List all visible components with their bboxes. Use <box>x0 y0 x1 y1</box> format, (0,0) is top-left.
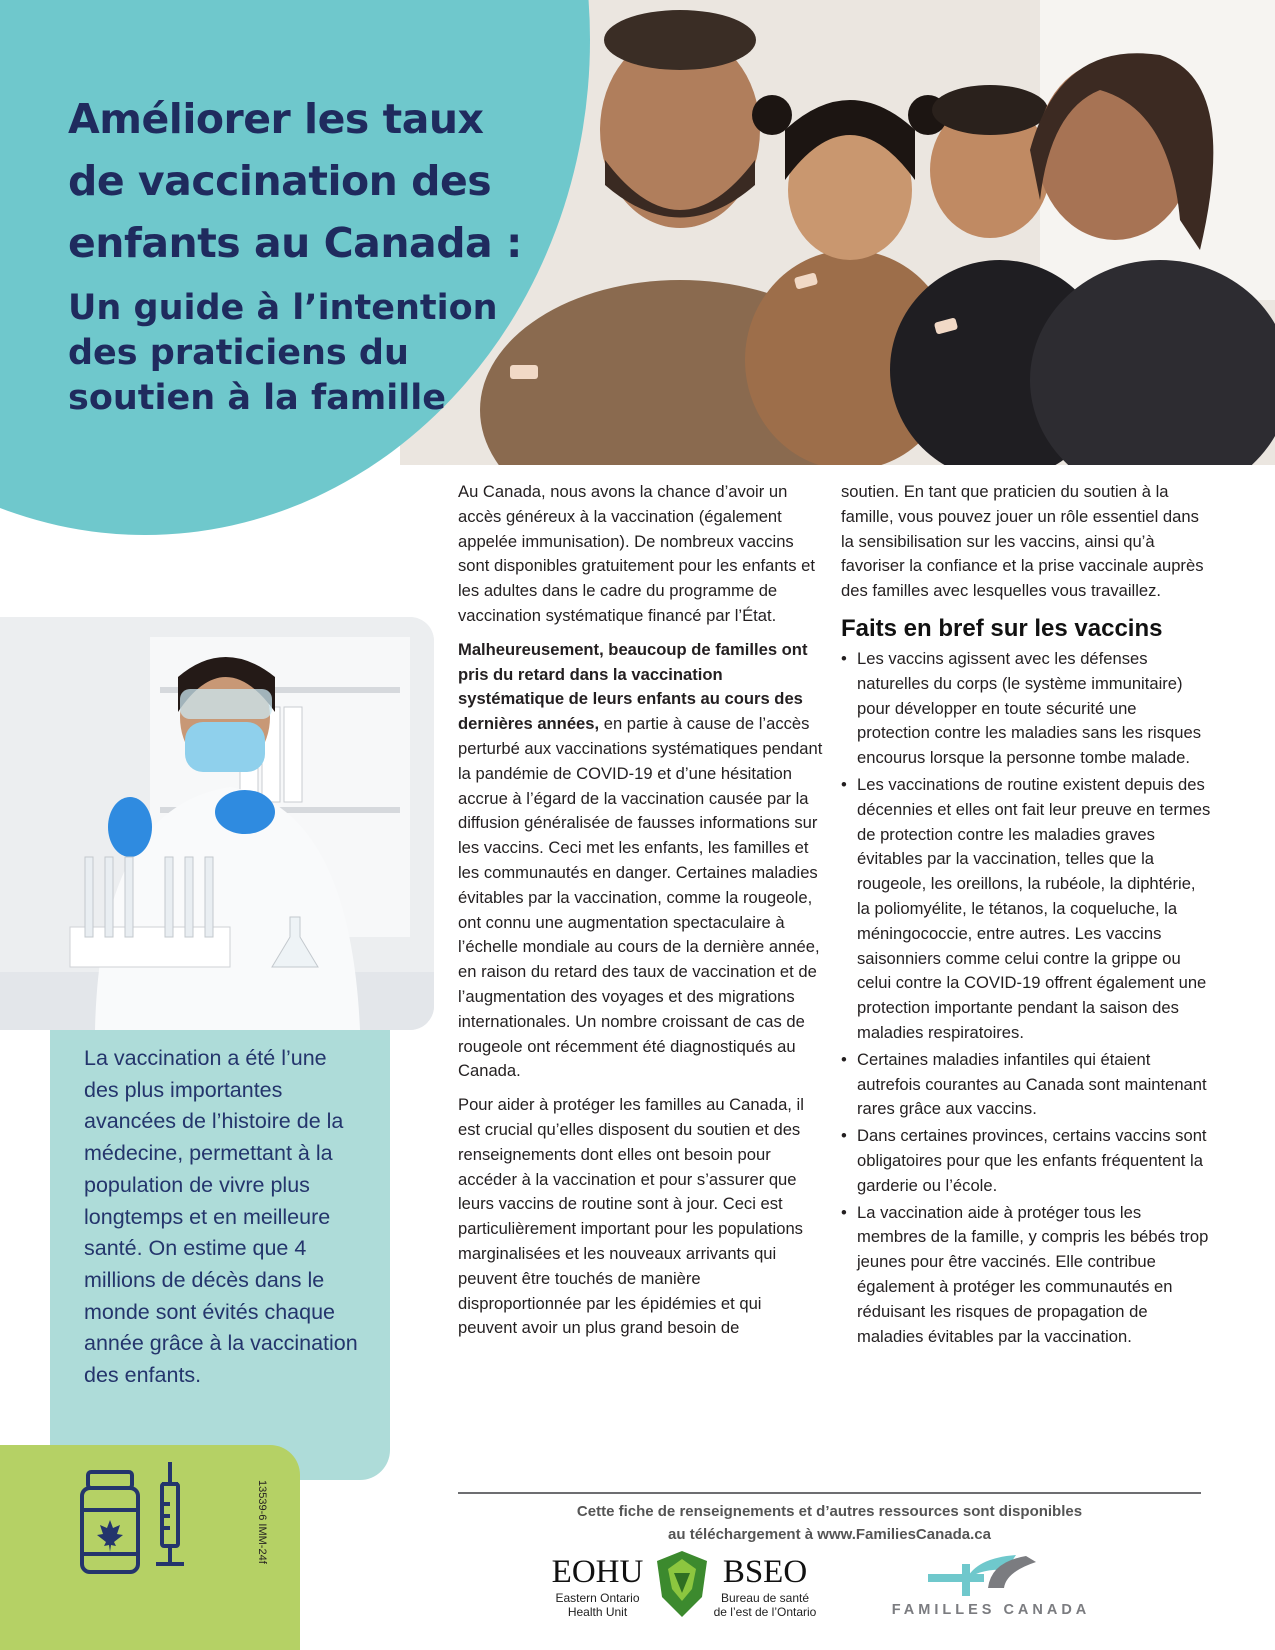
vaccine-icons <box>78 1460 198 1585</box>
title-line: de vaccination des <box>68 157 492 205</box>
delay-paragraph-lead: Malheureusement, beaucoup de familles ont pris du retard dans la vaccination systématique de leurs enfants au cours des dernières années, <box>458 639 808 734</box>
practitioner-paragraph: soutien. En tant que praticien du soutien à la famille, vous pouvez jouer un rôle essentiel dans la sensibilisation sur les vaccins, ainsi qu’à favoriser la confiance et la prise vaccinale auprès des familles avec lesquelles vous travaillez. <box>841 482 1204 601</box>
bseo-sub-line: Bureau de santé <box>720 1591 810 1605</box>
eohu-logo <box>540 1554 820 1624</box>
maple-leaf-icon <box>97 1520 123 1552</box>
page-subtitle <box>68 286 568 421</box>
footer-note <box>458 1500 1201 1546</box>
footer-note-link[interactable]: au téléchargement à www.FamiliesCanada.ca <box>668 1526 991 1543</box>
body-column-1 <box>458 480 823 1350</box>
bseo-logo-subtext <box>705 1591 825 1619</box>
body-column-2 <box>841 480 1211 1351</box>
eohu-sub-line: Health Unit <box>567 1605 628 1619</box>
eohu-logo-text: EOHU <box>551 1554 644 1590</box>
support-paragraph: Pour aider à protéger les familles au Canada, il est crucial qu’elles disposent du soutien et des renseignements dont elles ont besoin pour accéder à la vaccination et pour s’assurer que leurs vaccins de routine sont à jour. Ceci est particulièrement important pour les populations marginalisées et les nouveaux arrivants qui peuvent être touchés de manière disproportionnée par les épidémies et qui peuvent avoir un plus grand besoin de <box>458 1095 804 1338</box>
lab-scientist-photo <box>0 617 434 1030</box>
familles-canada-emblem-icon <box>866 1550 1116 1600</box>
footer-divider <box>458 1492 1201 1494</box>
syringe-icon <box>156 1462 184 1564</box>
sidebar-quote: La vaccination a été l’une des plus importantes avancées de l’histoire de la médecine, permettant à la population de vivre plus longtemps et en meilleure santé. On estime que 4 millions de décès dans le monde sont évités chaque année grâce à la vaccination des enfants. <box>84 1046 358 1388</box>
subtitle-line: soutien à la famille <box>68 378 447 418</box>
list-item: • La vaccination aide à protéger tous les membres de la famille, y compris les bébés trop jeunes pour être vaccinés. Elle contribue également à protéger les communautés en réduisant les risques de propagation de maladies évitables par la vaccination. <box>841 1201 1211 1350</box>
subtitle-line: Un guide à l’intention <box>68 288 498 328</box>
bseo-sub-line: de l’est de l’Ontario <box>713 1605 817 1619</box>
familles-canada-logo <box>866 1550 1116 1620</box>
document-code: 13539-6 IMM-24f <box>256 1480 268 1564</box>
bseo-logo-text: BSEO <box>722 1554 808 1590</box>
eohu-emblem-icon <box>652 1549 712 1619</box>
eohu-logo-subtext <box>540 1591 655 1619</box>
list-item: • Dans certaines provinces, certains vaccins sont obligatoires pour que les enfants fréquentent la garderie ou l’école. <box>841 1124 1211 1198</box>
subtitle-line: des praticiens du <box>68 333 409 373</box>
facts-heading: Faits en bref sur les vaccins <box>841 614 1163 642</box>
list-item: • Les vaccinations de routine existent depuis des décennies et elles ont fait leur preuve en termes de protection contre les maladies graves évitables par la vaccination, telles que la rougeole, les oreillons, la rubéole, la diphtérie, la poliomyélite, le tétanos, la coqueluche, la méningococcie, entre autres. Les vaccins saisonniers comme celui contre la grippe ou celui contre la COVID-19 offrent également une protection importante pendant la saison des maladies respiratoires. <box>841 773 1211 1046</box>
familles-canada-text: FAMILLES CANADA <box>891 1602 1091 1618</box>
facts-list <box>841 647 1211 1349</box>
eohu-sub-line: Eastern Ontario <box>555 1591 640 1605</box>
intro-paragraph: Au Canada, nous avons la chance d’avoir un accès généreux à la vaccination (également appelée immunisation). De nombreux vaccins sont disponibles gratuitement pour les enfants et les adultes dans le cadre du programme de vaccination systématique financé par l’État. <box>458 482 815 625</box>
delay-paragraph <box>458 638 823 1084</box>
list-item: • Certaines maladies infantiles qui étaient autrefois courantes au Canada sont maintenant rares grâce aux vaccins. <box>841 1048 1211 1122</box>
footer-note-line: Cette fiche de renseignements et d’autres ressources sont disponibles <box>576 1503 1083 1520</box>
page-title <box>68 88 588 274</box>
title-line: enfants au Canada : <box>68 219 522 267</box>
list-item: • Les vaccins agissent avec les défenses naturelles du corps (le système immunitaire) pour développer en toute sécurité une protection contre les maladies sans les risques encourus lorsque la personne tombe malade. <box>841 647 1211 771</box>
title-line: Améliorer les taux <box>68 95 484 143</box>
delay-paragraph-body: en partie à cause de l’accès perturbé aux vaccinations systématiques pendant la pandémie de COVID-19 et d’une hésitation accrue à l’égard de la vaccination causée par la diffusion généralisée de fausses informations sur les vaccins. Ceci met les enfants, les familles et les communautés en danger. Certaines maladies évitables par la vaccination, comme la rougeole, ont connu une augmentation spectaculaire à l’échelle mondiale au cours de la dernière année, en raison du retard des taux de vaccination et de l’augmentation des voyages et des migrations internationales. Un nombre croissant de cas de rougeole ont récemment été diagnostiqués au Canada. <box>458 714 823 1081</box>
